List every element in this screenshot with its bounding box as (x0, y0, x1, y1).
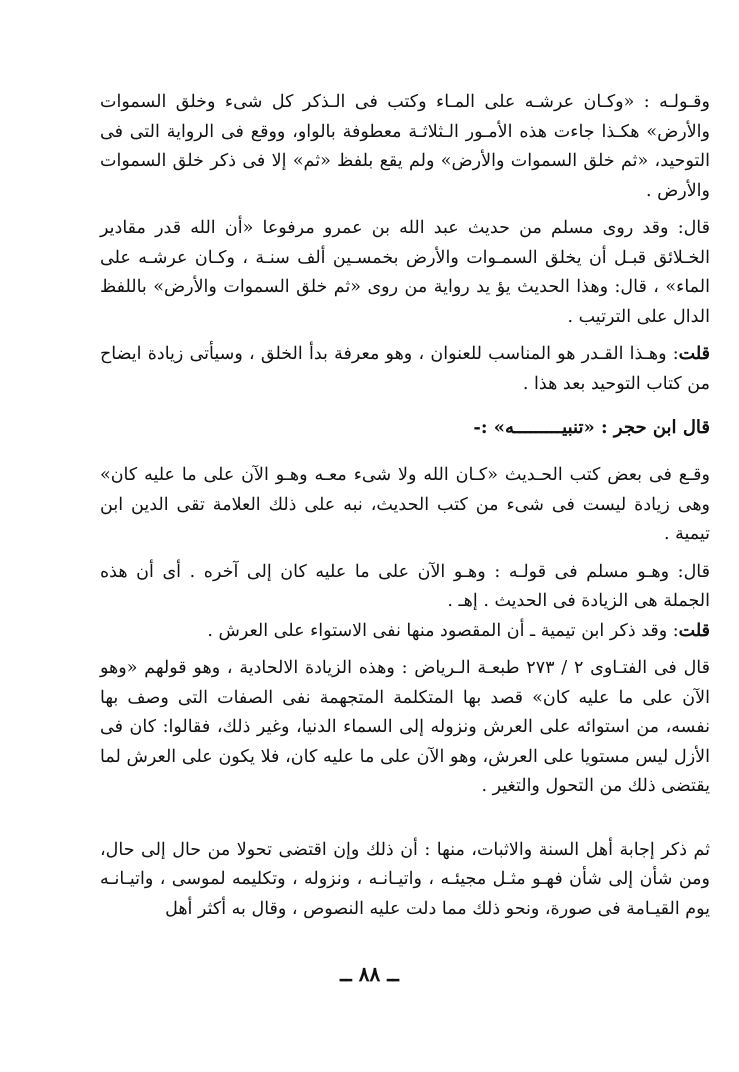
paragraph-3 (100, 340, 710, 399)
paragraph-6-text: : وقد ذكر ابن تيمية ـ أن المقصود منها نفى الاستواء على العرش . (207, 620, 679, 641)
paragraph-2: قال: وقد روى مسلم من حديث عبد الله بن عمرو مرفوعا «أن الله قدر مقادير الخـلائق قبـل أن يخلق السمـوات والأرض بخمسـين ألف سنـة ، وكـان عرشـه على الماء» ، قال: وهذا الحديث يؤ يد رواية من روى «ثم خلق السموات والأرض» باللفظ الدال على الترتيب . (100, 218, 710, 327)
page-body (100, 88, 710, 924)
paragraph-8: ثم ذكر إجابة أهل السنة والاثبات، منها : أن ذلك وإن اقتضى تحولا من حال إلى حال، ومن شأن إلى شأن فهـو مثـل مجيئـه ، واتيـانـه ، ونزوله ، وتكليمه لموسى ، واتيـانـه يوم القيـامة فى صورة، ونحو ذلك مما دلت عليه النصوص ، وقال به أكثر أهل (100, 839, 710, 919)
paragraph-6 (100, 617, 710, 647)
paragraph-5: قال: وهـو مسلم فى قولـه : وهـو الآن على ما عليه كان إلى آخره . أى أن هذه الجملة هى الزيادة فى الحديث . إهـ . (100, 561, 710, 611)
paragraph-3-text: : وهـذا القـدر هو المناسب للعنوان ، وهو معرفة بدأ الخلق ، وسيأتى زيادة ايضاح من كتاب التوحيد بعد هذا . (100, 344, 710, 394)
page-number: ــ ٨٨ ــ (340, 962, 399, 986)
paragraph-3-label: قلت (678, 344, 710, 364)
paragraph-6-label: قلت (678, 620, 710, 641)
paragraph-7: قال فى الفتـاوى ٢ / ٢٧٣ طبعـة الـرياض : وهذه الزيادة الالحادية ، وهو قولهم «وهو الآن على ما عليه كان» قصد بها المتكلمة المتجهمة نفى الصفات التى وصف بها نفسه، من استوائه على العرش ونزوله إلى السماء الدنيا، وغير ذلك، فقالوا: كان فى الأزل ليس مستويا على العرش، وهو الآن على ما عليه كان، فلا يكون على العرش لما يقتضى ذلك من التحول والتغير . (100, 658, 710, 796)
section-heading: قال ابن حجر : «تنبيـــــــــه» :- (473, 417, 710, 438)
paragraph-1: وقـولـه : «وكـان عرشـه على المـاء وكتب فى الـذكر كل شىء وخلق السموات والأرض» هكـذا جاءت هذه الأمـور الـثلاثـة معطوفة بالواو، ووقع فى الرواية التى فى التوحيد، «ثم خلق السموات والأرض» ولم يقع بلفظ «ثم» إلا فى ذكر خلق السموات والأرض . (100, 92, 710, 201)
paragraph-4: وقـع فى بعض كتب الحـديث «كـان الله ولا شىء معـه وهـو الآن على ما عليه كان» وهى زيادة ليست فى شىء من كتب الحديث، نبه على ذلك العلامة تقى الدين ابن تيمية . (100, 465, 710, 544)
